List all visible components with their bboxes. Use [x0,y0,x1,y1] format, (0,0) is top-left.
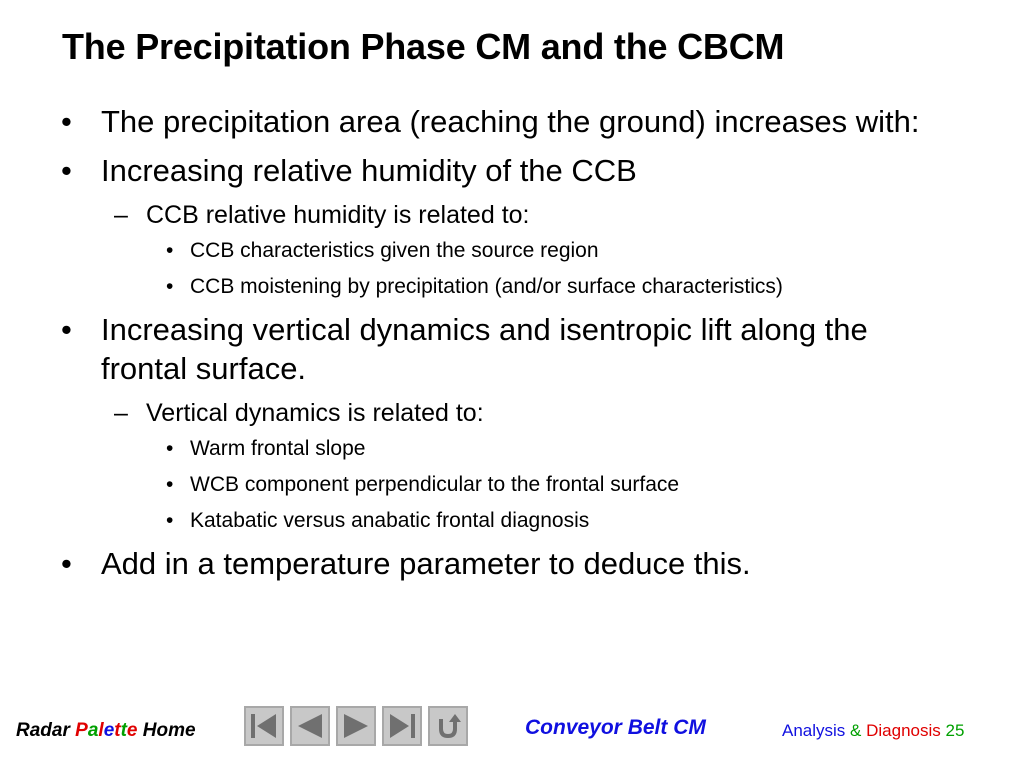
bullet-item [0,310,961,388]
sub-sub-bullet-text: CCB moistening by precipitation (and/or surface characteristics) [190,275,783,298]
footer-analysis-diagnosis [782,721,964,741]
slide-body [0,102,1024,593]
diagnosis-label: Diagnosis [866,721,941,740]
return-button[interactable] [428,706,468,746]
radar-label: Radar [16,720,70,741]
home-label: Home [142,720,196,741]
bullet-marker: • [166,437,174,460]
palette-letter: a [87,720,99,741]
next-slide-button[interactable] [336,706,376,746]
bullet-marker: • [61,104,72,139]
bullet-marker: • [166,275,174,298]
previous-slide-icon [294,711,326,741]
bullet-item [0,544,961,583]
return-icon [432,711,464,741]
bullet-text: Increasing relative humidity of the CCB [101,153,637,188]
bullet-marker: • [61,546,72,581]
bullet-item [0,102,961,141]
bullet-marker: • [61,312,72,347]
sub-bullet-text: Vertical dynamics is related to: [146,399,484,427]
palette-label [75,720,137,741]
palette-letter: l [98,720,104,741]
last-slide-button[interactable] [382,706,422,746]
sub-sub-bullet-text: WCB component perpendicular to the frontal surface [190,473,680,496]
dash-marker: – [114,399,128,427]
next-slide-icon [340,711,372,741]
sub-sub-bullet-item [0,274,1024,300]
section-link[interactable]: Conveyor Belt CM [525,716,706,739]
bullet-marker: • [166,473,174,496]
palette-letter: e [103,720,115,741]
bullet-marker: • [61,153,72,188]
slide-title: The Precipitation Phase CM and the CBCM [62,26,785,67]
last-slide-icon [386,711,418,741]
bullet-text: Add in a temperature parameter to deduce this. [101,546,751,581]
page-number: 25 [945,721,965,740]
sub-bullet-item [0,398,1024,428]
sub-sub-bullet-text: Warm frontal slope [190,437,366,460]
previous-slide-button[interactable] [290,706,330,746]
first-slide-icon [248,711,280,741]
palette-letter: t [114,720,121,741]
palette-letter: e [126,720,138,741]
sub-sub-bullet-item [0,472,1024,498]
sub-bullet-item [0,200,1024,230]
bullet-text: Increasing vertical dynamics and isentropic lift along the frontal surface. [101,312,868,386]
palette-letter: P [75,720,88,741]
palette-letter: t [120,720,127,741]
sub-bullet-text: CCB relative humidity is related to: [146,201,530,229]
sub-sub-bullet-item [0,238,1024,264]
bullet-item [0,151,961,190]
sub-sub-bullet-item [0,508,1024,534]
radar-palette-home-link[interactable] [16,720,196,742]
sub-sub-bullet-text: Katabatic versus anabatic frontal diagnosis [190,509,590,532]
dash-marker: – [114,201,128,229]
analysis-label: Analysis [782,721,846,740]
sub-sub-bullet-item [0,436,1024,462]
slide-navigation [244,706,468,746]
first-slide-button[interactable] [244,706,284,746]
ampersand: & [850,721,862,740]
bullet-text: The precipitation area (reaching the ground) increases with: [101,104,920,139]
bullet-marker: • [166,239,174,262]
sub-sub-bullet-text: CCB characteristics given the source region [190,239,599,262]
bullet-marker: • [166,509,174,532]
